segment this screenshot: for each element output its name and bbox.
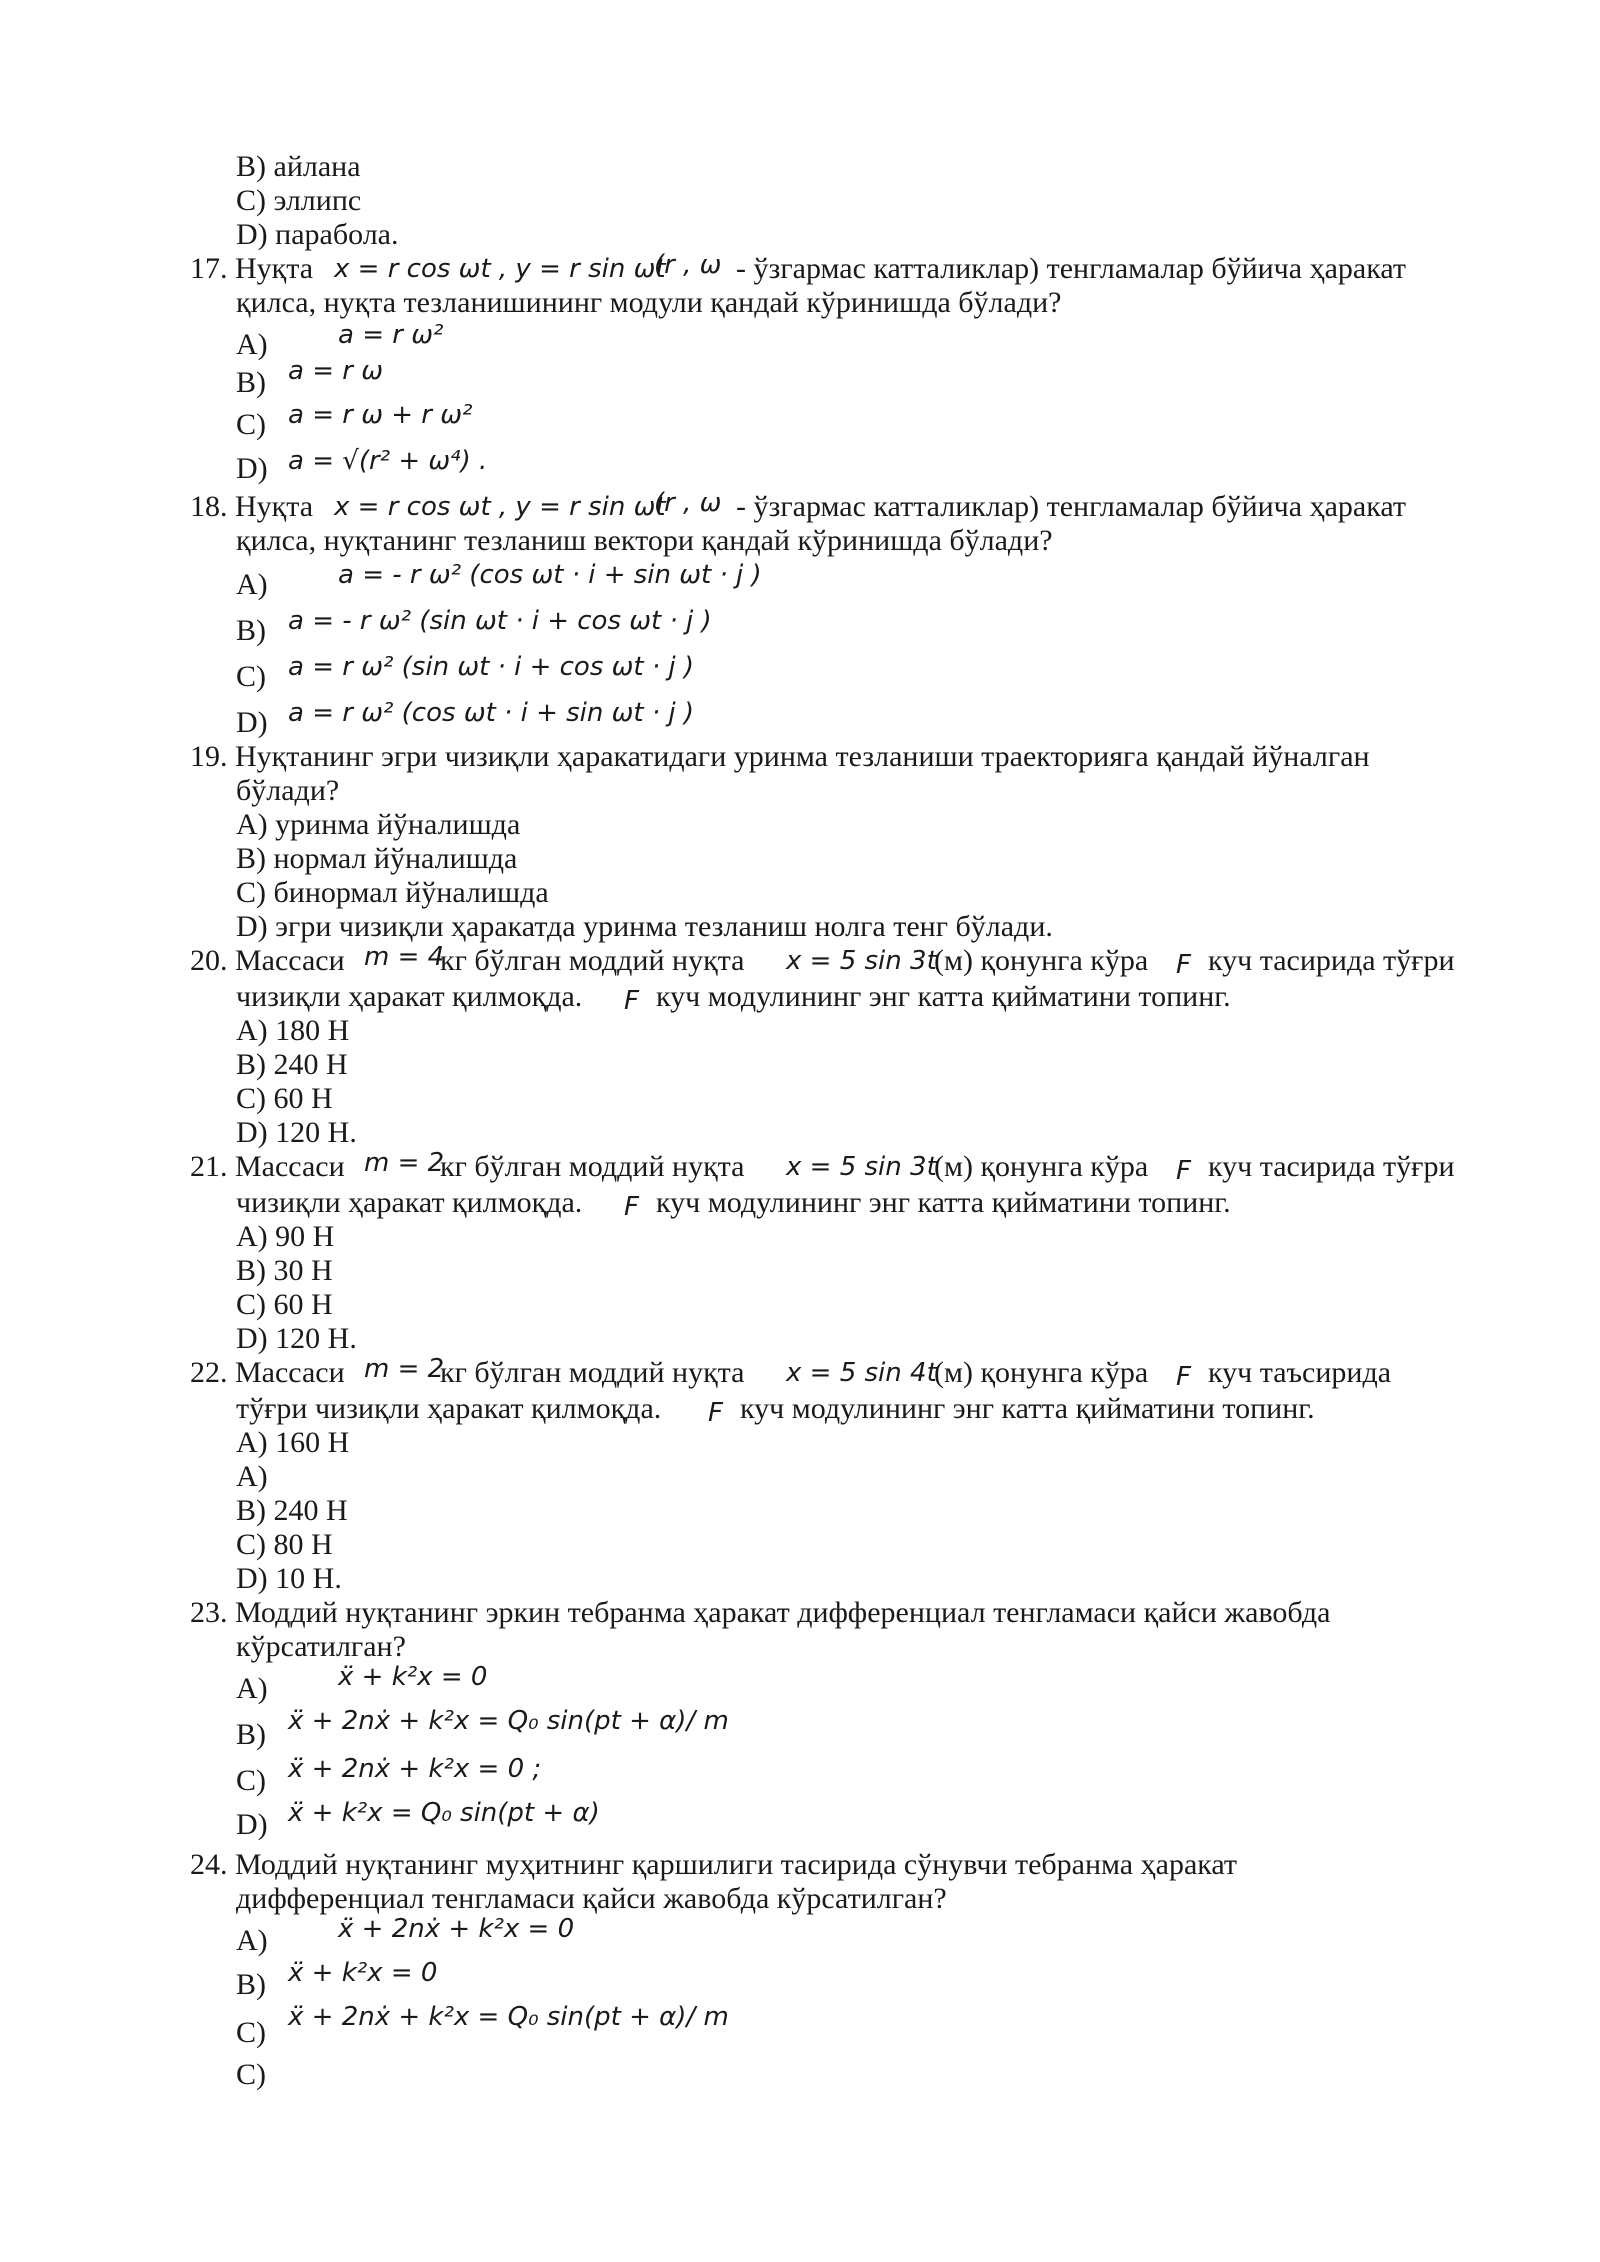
q23-option-d-label: D) [236, 1808, 268, 1841]
q22-option-b: B) 240 Н [236, 1494, 348, 1527]
q22-option-d: D) 10 Н. [236, 1562, 342, 1595]
q21-text-c: куч тасирида тўғри [1208, 1150, 1455, 1183]
q24-option-c-duplicate: C) [236, 2058, 266, 2091]
q18-option-b-formula: a = - r ω² (sin ωt · i + cos ωt · j ) [288, 606, 712, 636]
q17-text-end: - ўзгармас катталиклар) тенгламалар бўйича ҳаракат [736, 252, 1406, 285]
q19-text-line1: 19. Нуқтанинг эгри чизиқли ҳаракатидаги уринма тезланиши траекторияга қандай йўналган [190, 740, 1370, 773]
q24-option-a-formula: ẍ + 2nẋ + k²x = 0 [338, 1914, 575, 1944]
q18-option-c-label: C) [236, 660, 266, 693]
q24-option-b-label: B) [236, 1968, 266, 2001]
q23-text-line1: 23. Моддий нуқтанинг эркин тебранма ҳаракат дифференциал тенгламаси қайси жавобда [190, 1596, 1331, 1629]
q22-force-symbol-2: F [708, 1398, 723, 1428]
q21-option-a: A) 90 Н [236, 1220, 335, 1253]
q18-option-a-formula: a = - r ω² (cos ωt · i + sin ωt · j ) [338, 560, 762, 590]
q17-number-text: 17. Нуқта [190, 252, 314, 285]
q20-text-a: кг бўлган моддий нуқта [440, 944, 745, 977]
q17-option-c-formula: a = r ω + r ω² [288, 400, 473, 430]
q22-text-c: куч таъсирида [1208, 1356, 1392, 1389]
q17-text-line2: қилса, нуқта тезланишининг модули қандай кўринишда бўлади? [236, 286, 1062, 319]
q22-text-a: кг бўлган моддий нуқта [440, 1356, 745, 1389]
q20-text-line2: чизиқли ҳаракат қилмоқда. [236, 980, 583, 1013]
q18-parameters: (r , ω [654, 488, 722, 518]
q22-text-line2: тўғри чизиқли ҳаракат қилмоқда. [236, 1392, 662, 1425]
q21-text-line2: чизиқли ҳаракат қилмоқда. [236, 1186, 583, 1219]
q20-option-b: B) 240 Н [236, 1048, 348, 1081]
q17-option-b-formula: a = r ω [288, 356, 383, 386]
q18-option-d-label: D) [236, 706, 268, 739]
q22-text-b: (м) қонунга кўра [934, 1356, 1149, 1389]
q20-text-line2-end: куч модулининг энг катта қийматини топинг. [656, 980, 1231, 1013]
q19-option-c: C) бинормал йўналишда [236, 876, 549, 909]
q22-number-text: 22. Массаси [190, 1356, 345, 1389]
q23-option-a-formula: ẍ + k²x = 0 [338, 1662, 488, 1692]
q20-force-symbol-2: F [624, 986, 639, 1016]
q21-option-d: D) 120 Н. [236, 1322, 357, 1355]
q18-option-b-label: B) [236, 614, 266, 647]
q24-text-line2: дифференциал тенгламаси қайси жавобда кўрсатилган? [236, 1882, 947, 1915]
q22-mass: m = 2 [364, 1354, 445, 1384]
q24-option-a-label: A) [236, 1924, 268, 1957]
q23-option-c-formula: ẍ + 2nẋ + k²x = 0 ; [288, 1754, 542, 1784]
q22-option-a-duplicate: A) [236, 1460, 268, 1493]
q17-option-a-formula: a = r ω² [338, 320, 444, 350]
q21-text-a: кг бўлган моддий нуқта [440, 1150, 745, 1183]
q17-option-a-label: A) [236, 328, 268, 361]
q23-option-a-label: A) [236, 1672, 268, 1705]
q17-option-d-label: D) [236, 452, 268, 485]
q21-law: x = 5 sin 3t [786, 1152, 937, 1182]
q22-text-line2-end: куч модулининг энг катта қийматини топинг. [740, 1392, 1315, 1425]
q20-mass: m = 4 [364, 942, 445, 972]
q20-law: x = 5 sin 3t [786, 946, 937, 976]
q20-number-text: 20. Массаси [190, 944, 345, 977]
q19-text-line2: бўлади? [236, 774, 340, 807]
option-c: C) эллипс [236, 184, 362, 217]
q21-text-b: (м) қонунга кўра [934, 1150, 1149, 1183]
q21-option-c: C) 60 Н [236, 1288, 333, 1321]
q23-text-line2: кўрсатилган? [236, 1630, 406, 1663]
q17-parameters: (r , ω [654, 250, 722, 280]
q22-law: x = 5 sin 4t [786, 1358, 937, 1388]
option-b: B) айлана [236, 150, 361, 183]
q24-option-c-label: C) [236, 2016, 266, 2049]
q20-option-c: C) 60 Н [236, 1082, 333, 1115]
q18-text-end: - ўзгармас катталиклар) тенгламалар бўйича ҳаракат [736, 490, 1406, 523]
q23-option-d-formula: ẍ + k²x = Q₀ sin(pt + α) [288, 1798, 600, 1828]
q17-equation: x = r cos ωt , y = r sin ωt [334, 254, 666, 284]
q22-option-a: A) 160 Н [236, 1426, 350, 1459]
q20-option-d: D) 120 Н. [236, 1116, 357, 1149]
option-d: D) парабола. [236, 218, 399, 251]
q22-option-c: C) 80 Н [236, 1528, 333, 1561]
q21-number-text: 21. Массаси [190, 1150, 345, 1183]
q21-force-symbol-2: F [624, 1192, 639, 1222]
q23-option-b-label: B) [236, 1718, 266, 1751]
q17-option-d-formula: a = √(r² + ω⁴) . [288, 446, 488, 476]
q18-option-c-formula: a = r ω² (sin ωt · i + cos ωt · j ) [288, 652, 695, 682]
q21-force-symbol: F [1176, 1156, 1191, 1186]
q17-option-c-label: C) [236, 408, 266, 441]
q24-option-c-formula: ẍ + 2nẋ + k²x = Q₀ sin(pt + α)/ m [288, 2002, 729, 2032]
q20-text-c: куч тасирида тўғри [1208, 944, 1455, 977]
q24-text-line1: 24. Моддий нуқтанинг муҳитнинг қаршилиги тасирида сўнувчи тебранма ҳаракат [190, 1848, 1238, 1881]
q20-force-symbol: F [1176, 950, 1191, 980]
q21-mass: m = 2 [364, 1148, 445, 1178]
q18-option-a-label: A) [236, 568, 268, 601]
q21-option-b: B) 30 Н [236, 1254, 333, 1287]
q18-option-d-formula: a = r ω² (cos ωt · i + sin ωt · j ) [288, 698, 695, 728]
q17-option-b-label: B) [236, 366, 266, 399]
q18-equation: x = r cos ωt , y = r sin ωt [334, 492, 666, 522]
q19-option-a: A) уринма йўналишда [236, 808, 521, 841]
q23-option-b-formula: ẍ + 2nẋ + k²x = Q₀ sin(pt + α)/ m [288, 1706, 729, 1736]
q22-force-symbol: F [1176, 1362, 1191, 1392]
q18-text-line2: қилса, нуқтанинг тезланиш вектори қандай кўринишда бўлади? [236, 524, 1053, 557]
q21-text-line2-end: куч модулининг энг катта қийматини топинг. [656, 1186, 1231, 1219]
q20-text-b: (м) қонунга кўра [934, 944, 1149, 977]
q18-number-text: 18. Нуқта [190, 490, 314, 523]
q20-option-a: A) 180 Н [236, 1014, 350, 1047]
q19-option-d: D) эгри чизиқли ҳаракатда уринма тезланиш нолга тенг бўлади. [236, 910, 1053, 943]
q23-option-c-label: C) [236, 1764, 266, 1797]
q24-option-b-formula: ẍ + k²x = 0 [288, 1958, 438, 1988]
q19-option-b: B) нормал йўналишда [236, 842, 518, 875]
